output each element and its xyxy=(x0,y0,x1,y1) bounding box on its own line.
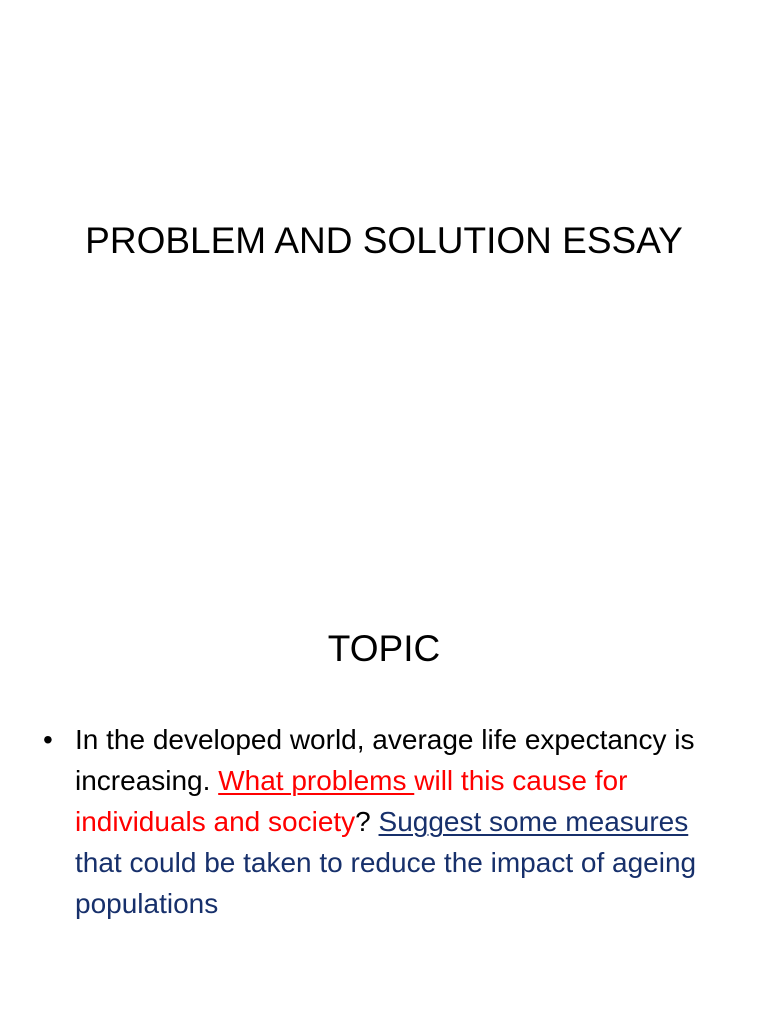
slide-title: TOPIC xyxy=(327,628,441,669)
suggest-rest: that could be taken to reduce the impact of ageing populations xyxy=(75,847,697,919)
question-mark: ? xyxy=(355,806,379,837)
slide-title: PROBLEM AND SOLUTION ESSAY xyxy=(85,220,683,261)
slide-2 xyxy=(0,512,768,1024)
bullet-text xyxy=(75,719,735,924)
problem-question: will this cause for individuals and society xyxy=(75,765,628,837)
problem-phrase: What problems xyxy=(218,765,415,796)
bullet-intro-text: In the developed world, average life expectancy is increasing. xyxy=(75,724,695,796)
bullet-icon: • xyxy=(43,724,53,755)
suggest-phrase: Suggest some measures xyxy=(378,806,689,837)
